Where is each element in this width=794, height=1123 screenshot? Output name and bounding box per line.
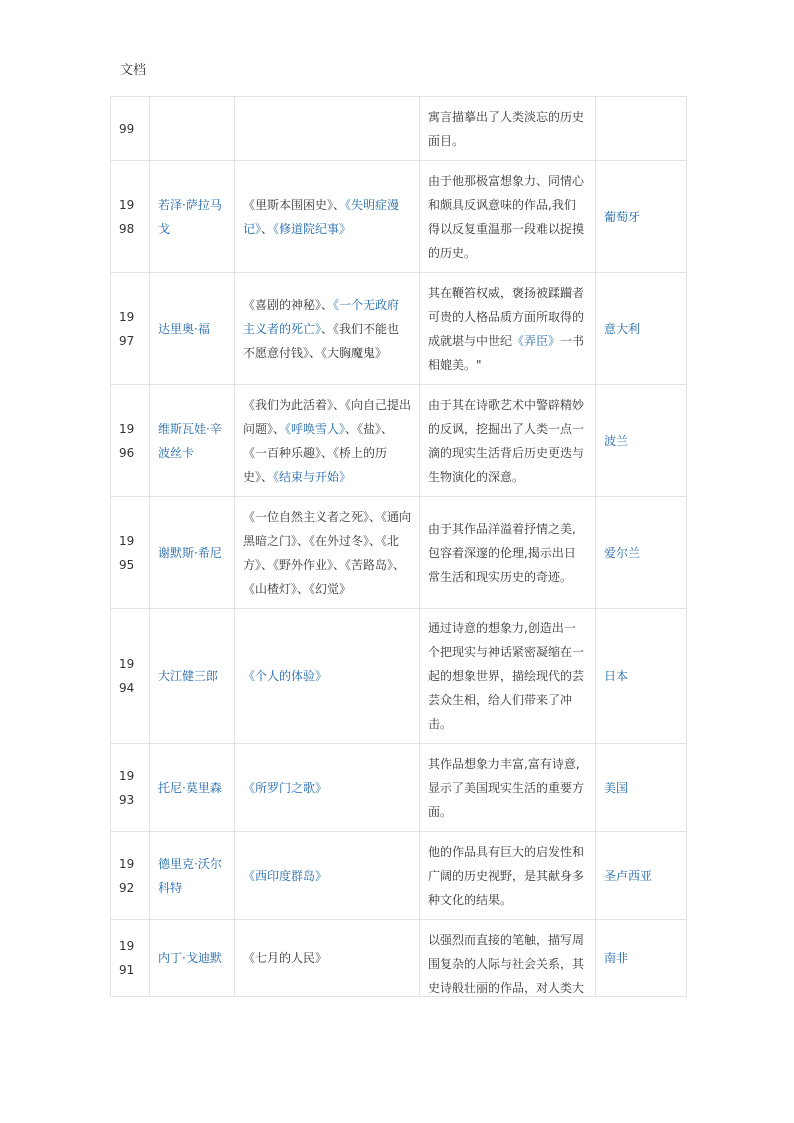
works-cell (235, 161, 420, 273)
table-row (111, 832, 687, 920)
year-text: 1992 (119, 856, 135, 895)
works-cell (235, 97, 420, 161)
work-title: 《里斯本围困史》、 (243, 197, 346, 212)
country-cell (596, 385, 687, 497)
author-cell (150, 161, 235, 273)
author-cell (150, 832, 235, 920)
country-link[interactable]: 意大利 (604, 321, 641, 336)
table-row (111, 385, 687, 497)
reason-cell (420, 920, 596, 997)
reason-cell (420, 832, 596, 920)
country-link[interactable]: 葡萄牙 (604, 209, 641, 224)
reason-cell (420, 273, 596, 385)
work-link[interactable]: 《失明症漫记》 (243, 197, 400, 236)
year-text: 1991 (119, 939, 135, 977)
table-row (111, 273, 687, 385)
year-text: 1995 (119, 533, 135, 572)
country-cell (596, 832, 687, 920)
year-cell (111, 273, 150, 385)
work-link[interactable]: 《结束与开始》 (273, 469, 352, 484)
table-row (111, 161, 687, 273)
table-row (111, 920, 687, 997)
country-link[interactable]: 爱尔兰 (604, 545, 641, 560)
reason-text: 由于他那极富想象力、同情心和颇具反讽意味的作品,我们得以反复重温那一段难以捉摸的历史。 (428, 173, 585, 260)
country-link[interactable]: 美国 (604, 780, 629, 795)
reason-cell (420, 609, 596, 744)
reason-text: 他的作品具有巨大的启发性和广阔的历史视野，是其献身多种文化的结果。 (428, 844, 585, 907)
year-cell (111, 97, 150, 161)
author-link[interactable]: 内丁·戈迪默 (158, 951, 222, 965)
author-cell (150, 385, 235, 497)
work-title: 、《我们不能也不愿意付钱》、《大胸魔鬼》 (243, 321, 400, 360)
work-link[interactable]: 《一个无政府主义者的死亡》 (243, 297, 400, 336)
author-cell (150, 97, 235, 161)
author-cell (150, 920, 235, 997)
table-row (111, 744, 687, 832)
year-cell (111, 385, 150, 497)
work-title: 《喜剧的神秘》、 (243, 297, 334, 312)
works-cell (235, 832, 420, 920)
author-link[interactable]: 托尼·莫里森 (158, 780, 222, 795)
author-link[interactable]: 达里奥·福 (158, 321, 210, 336)
reason-cell (420, 385, 596, 497)
nobel-laureates-table (110, 96, 687, 997)
works-cell (235, 273, 420, 385)
year-text: 1993 (119, 768, 135, 807)
year-cell (111, 497, 150, 609)
work-link[interactable]: 《个人的体验》 (243, 669, 328, 683)
table-body (111, 97, 687, 997)
reason-cell (420, 744, 596, 832)
reason-text: 由于其作品洋溢着抒情之美,包容着深邃的伦理,揭示出日常生活和现实历史的奇迹。 (428, 521, 576, 584)
reason-text: 一书相媲美。" (428, 333, 585, 372)
country-link[interactable]: 南非 (604, 951, 629, 965)
author-cell (150, 497, 235, 609)
reason-text: 由于其在诗歌艺术中警辟精妙的反讽，挖掘出了人类一点一滴的现实生活背后历史更迭与生物演化的深意。 (428, 397, 585, 484)
author-link[interactable]: 德里克·沃尔科特 (158, 856, 222, 895)
work-title: 《一位自然主义者之死》、《通向黑暗之门》、《在外过冬》、《北方》、《野外作业》、《苦路岛》、《山楂灯》、《幻觉》 (243, 509, 412, 596)
work-link[interactable]: 《西印度群岛》 (243, 868, 328, 883)
table-row (111, 97, 687, 161)
year-text: 99 (119, 121, 135, 136)
reason-cell (420, 161, 596, 273)
country-cell (596, 609, 687, 744)
country-cell (596, 920, 687, 997)
year-text: 1994 (119, 657, 135, 695)
author-cell (150, 609, 235, 744)
table-row (111, 609, 687, 744)
country-link[interactable]: 圣卢西亚 (604, 868, 653, 883)
work-title: 《七月的人民》 (243, 951, 328, 965)
work-separator: 、 (261, 221, 274, 236)
work-title: 《我们为此活着》、《向自己提出问题》、 (243, 397, 412, 436)
year-cell (111, 744, 150, 832)
year-cell (111, 832, 150, 920)
document-label: 文档 (120, 63, 147, 78)
year-text: 1997 (119, 309, 135, 348)
country-link[interactable]: 日本 (604, 669, 629, 683)
work-link[interactable]: 《修道院纪事》 (273, 221, 352, 236)
reason-text: 通过诗意的想象力,创造出一个把现实与神话紧密凝缩在一起的想象世界，描绘现代的芸芸众生相，给人们带来了冲击。 (428, 621, 585, 731)
author-link[interactable]: 谢默斯·希尼 (158, 545, 222, 560)
country-cell (596, 497, 687, 609)
work-link[interactable]: 《呼唤雪人》 (285, 421, 346, 436)
works-cell (235, 744, 420, 832)
works-cell (235, 920, 420, 997)
reason-cell (420, 497, 596, 609)
year-text: 1996 (119, 421, 135, 460)
year-text: 1998 (119, 197, 135, 236)
reason-text: 其在鞭笞权威，褒扬被蹂躏者可贵的人格品质方面所取得的成就堪与中世纪 (428, 285, 585, 348)
author-link[interactable]: 维斯瓦娃·辛波丝卡 (158, 421, 222, 460)
reason-cell (420, 97, 596, 161)
works-cell (235, 497, 420, 609)
year-cell (111, 609, 150, 744)
country-link[interactable]: 波兰 (604, 433, 629, 448)
work-link[interactable]: 《所罗门之歌》 (243, 780, 328, 795)
country-cell (596, 161, 687, 273)
year-cell (111, 920, 150, 997)
author-link[interactable]: 若泽·萨拉马戈 (158, 197, 222, 236)
author-cell (150, 273, 235, 385)
reason-link[interactable]: 《弄臣》 (512, 333, 561, 348)
country-cell (596, 273, 687, 385)
work-title: 、《盐》、《一百种乐趣》、《桥上的历史》、 (243, 421, 394, 484)
reason-text: 寓言描摹出了人类淡忘的历史面目。 (428, 109, 585, 148)
works-cell (235, 609, 420, 744)
author-link[interactable]: 大江健三郎 (158, 669, 219, 683)
table-row (111, 497, 687, 609)
year-cell (111, 161, 150, 273)
country-cell (596, 744, 687, 832)
country-cell (596, 97, 687, 161)
reason-text: 以强烈而直接的笔触，描写周围复杂的人际与社会关系，其史诗般壮丽的作品，对人类大 (428, 933, 585, 995)
works-cell (235, 385, 420, 497)
author-cell (150, 744, 235, 832)
reason-text: 其作品想象力丰富,富有诗意,显示了美国现实生活的重要方面。 (428, 756, 585, 819)
